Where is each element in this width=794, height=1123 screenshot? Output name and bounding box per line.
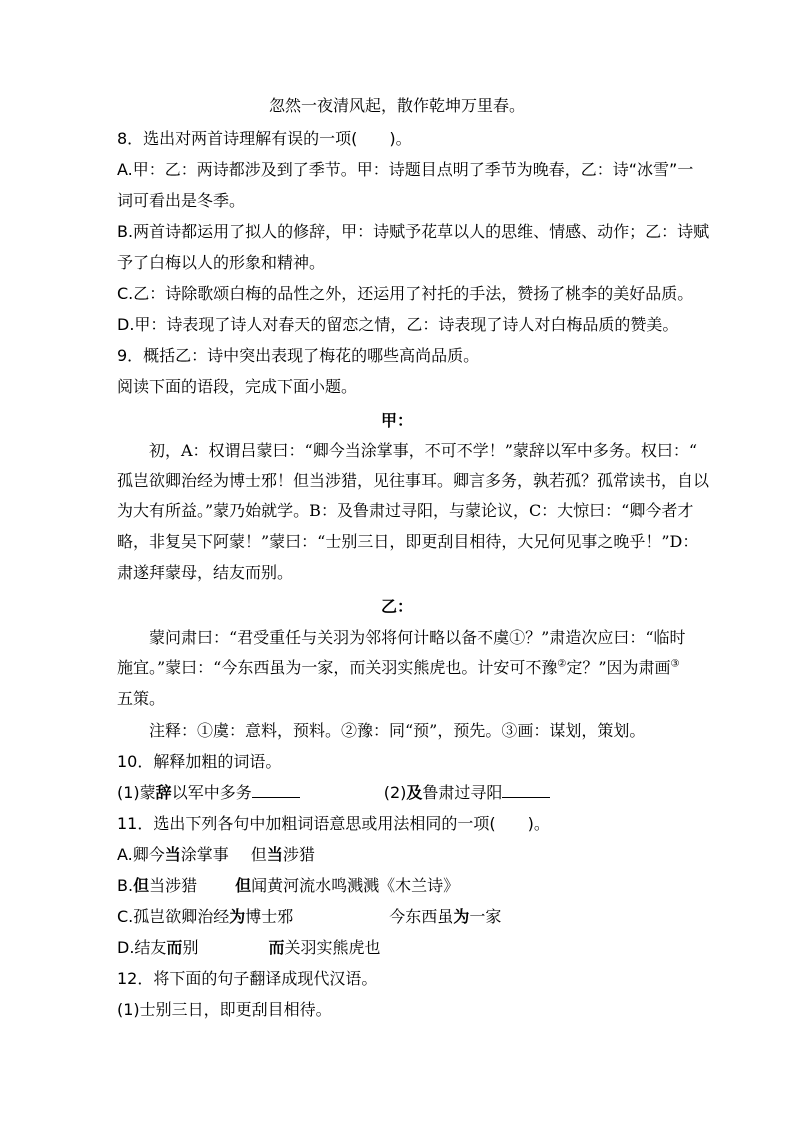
- q11-d1-bold: 而: [166, 938, 183, 957]
- q11-a1-bold: 当: [164, 845, 181, 864]
- q10-item2-suffix: 鲁肃过寻阳: [422, 783, 503, 802]
- q10-item1-answer-blank[interactable]: [252, 783, 300, 798]
- question-12-stem: 12．将下面的句子翻译成现代汉语。: [117, 969, 378, 988]
- q11-a2-bold: 当: [266, 845, 283, 864]
- question-10-stem: 10．解释加粗的词语。: [117, 752, 282, 771]
- passage-yi-line1: 蒙问肃曰：“君受重任与关羽为邻将何计略以备不虞①？”肃造次应曰：“临时: [149, 628, 686, 647]
- q11-c2-bold: 为: [453, 907, 470, 926]
- q11-a2-prefix: 但: [250, 845, 267, 864]
- q11-option-b: [117, 875, 459, 897]
- q11-c1-prefix: C.孤岂欲卿治经: [117, 907, 230, 926]
- reading-intro: 阅读下面的语段，完成下面小题。: [117, 377, 358, 396]
- q11-d1-suffix: 别: [182, 938, 199, 957]
- question-9: 9．概括乙：诗中突出表现了梅花的哪些高尚品质。: [117, 346, 480, 365]
- q11-b1-bold: 但: [133, 876, 150, 895]
- poem-line: 忽然一夜清风起，散作乾坤万里春。: [268, 96, 525, 115]
- passage-jia-line2: 孤岂欲卿治经为博士邪！但当涉猎，见往事耳。卿言多务，孰若孤？孤常读书，自以: [117, 471, 710, 490]
- q11-option-a: [117, 844, 315, 866]
- passage-yi-line3: 五策。: [117, 689, 166, 708]
- question-8-stem: 8．选出对两首诗理解有误的一项( )。: [117, 129, 412, 148]
- question-11-stem: 11．选出下列各句中加粗词语意思或用法相同的一项( )。: [117, 814, 550, 833]
- q11-a1-prefix: A.卿今: [117, 845, 165, 864]
- q10-item2-prefix: (2): [383, 783, 407, 802]
- q11-b2-bold: 但: [235, 876, 252, 895]
- q8-option-b-line2: 予了白梅以人的形象和精神。: [117, 253, 326, 272]
- q10-item1-suffix: 以军中多务: [171, 783, 252, 802]
- passage-jia-line5: 肃遂拜蒙母，结友而别。: [117, 563, 294, 582]
- q11-option-c: [117, 906, 501, 928]
- q8-option-d: D.甲：诗表现了诗人对春天的留恋之情，乙：诗表现了诗人对白梅品质的赞美。: [117, 315, 679, 334]
- passage-yi-line2-part1: 施宜。”蒙曰：“今东西虽为一家，而关羽实熊虎也。计安可不豫: [117, 658, 558, 677]
- q10-item1-bold-word: 辞: [155, 783, 172, 802]
- q11-d1-prefix: D.结友: [117, 938, 167, 957]
- passage-jia-line3: 为大有所益。”蒙乃始就学。B：及鲁肃过寻阳，与蒙论议，C：大惊曰：“卿今者才: [117, 501, 694, 520]
- q8-option-a-line1: A.甲：乙：两诗都涉及到了季节。甲：诗题目点明了季节为晚春，乙：诗“冰雪”一: [117, 160, 694, 179]
- passage-jia-title: 甲：: [380, 411, 413, 430]
- q11-a1-suffix: 涂掌事: [180, 845, 229, 864]
- passage-yi-line2-part2: 定？”因为肃画: [566, 658, 671, 677]
- note-marker-2: ②: [557, 658, 567, 670]
- q11-d2-suffix: 关羽实熊虎也: [284, 938, 381, 957]
- q10-item2-bold-word: 及: [406, 783, 423, 802]
- q8-option-c: C.乙：诗除歌颂白梅的品性之外，还运用了衬托的手法，赞扬了桃李的美好品质。: [117, 284, 694, 303]
- note-marker-3: ③: [670, 658, 680, 670]
- passage-jia-line4: 略，非复吴下阿蒙！”蒙曰：“士别三日，即更刮目相待，大兄何见事之晚乎！”D：: [117, 532, 699, 551]
- passage-notes: 注释：①虞：意料，预料。②豫：同“预”，预先。③画：谋划，策划。: [149, 721, 646, 740]
- q11-option-d: [117, 937, 380, 959]
- passage-yi-title: 乙：: [380, 597, 413, 616]
- q11-c2-suffix: 一家: [469, 907, 502, 926]
- question-10-items: [117, 782, 550, 804]
- q8-option-a-line2: 词可看出是冬季。: [117, 191, 246, 210]
- passage-jia-line1: 初，A：权谓吕蒙曰：“卿今当涂掌事，不可不学！”蒙辞以军中多务。权曰：“: [149, 441, 698, 460]
- q12-item1: (1)士别三日，即更刮目相待。: [117, 1000, 332, 1019]
- q8-option-b-line1: B.两首诗都运用了拟人的修辞，甲：诗赋予花草以人的思维、情感、动作；乙：诗赋: [117, 222, 710, 241]
- q11-c1-suffix: 博士邪: [245, 907, 294, 926]
- passage-yi-line2: [117, 657, 680, 679]
- q11-b1-prefix: B.: [117, 876, 134, 895]
- q11-d2-bold: 而: [268, 938, 285, 957]
- q11-c2-prefix: 今东西虽: [389, 907, 454, 926]
- q10-item1-prefix: (1)蒙: [117, 783, 156, 802]
- q11-c1-bold: 为: [229, 907, 246, 926]
- q11-b2-suffix: 闻黄河流水鸣溅溅《木兰诗》: [251, 876, 460, 895]
- q10-item2-answer-blank[interactable]: [502, 783, 550, 798]
- q11-a2-suffix: 涉猎: [282, 845, 315, 864]
- q11-b1-suffix: 当涉猎: [149, 876, 198, 895]
